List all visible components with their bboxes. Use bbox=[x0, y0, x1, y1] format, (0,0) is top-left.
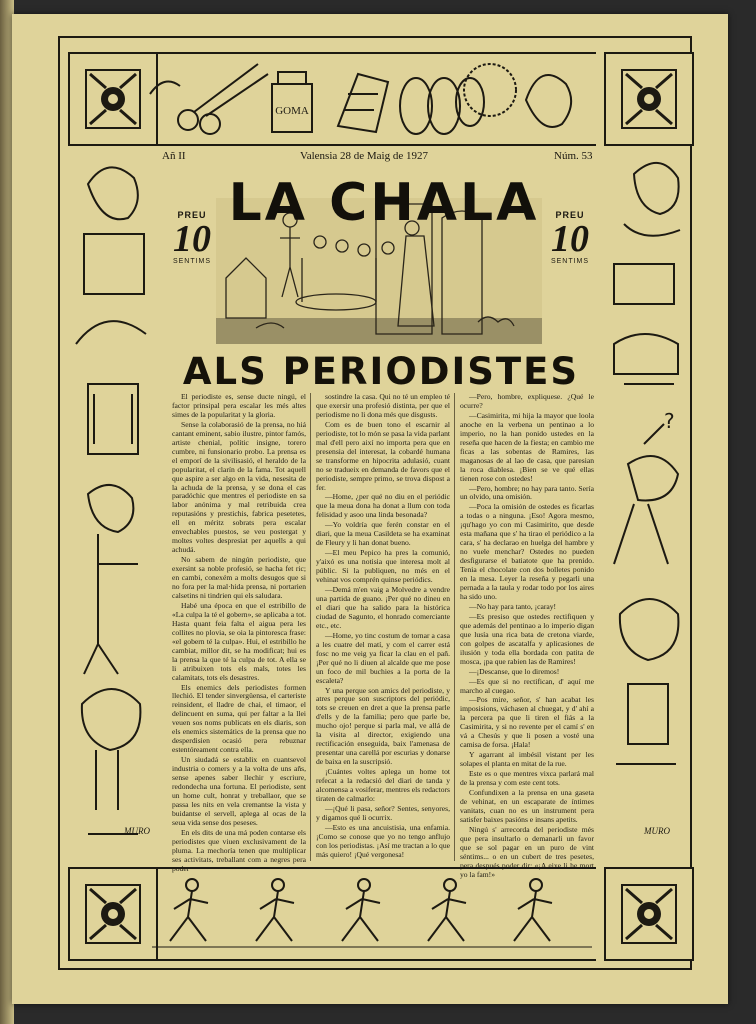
price-value: 10 bbox=[173, 218, 211, 260]
masthead-title-svg bbox=[224, 170, 544, 233]
corner-ornament-bottom-left bbox=[68, 867, 158, 961]
price-badge-left bbox=[166, 210, 218, 290]
top-illustration bbox=[148, 54, 596, 140]
price-label: PREU bbox=[555, 210, 585, 220]
paragraph: El periodiste es, sense ducte ningú, el factor prinsipal pera escalar les més altes simes de la popularitat y la gloria. bbox=[172, 392, 306, 419]
glue-jar-icon bbox=[272, 72, 312, 132]
flower-ornament-icon bbox=[82, 66, 144, 132]
issue-header bbox=[162, 150, 594, 168]
top-illustration-strip bbox=[148, 52, 596, 146]
corner-ornament-top-left bbox=[68, 52, 158, 146]
glue-jar-label: GOMA bbox=[275, 105, 309, 117]
paragraph: —Home, ¿per qué no diu en el periódic que la meua dona ha donat a llum con toda felisidad y asoo una linda besonada? bbox=[316, 492, 450, 520]
issue-number: Núm. 53 bbox=[554, 150, 593, 162]
paragraph: sostindre la casa. Qui no té un empleo té que exersir una profesió distinta, per que el periodisme no li dona més que disgusts. bbox=[316, 392, 450, 419]
price-label: PREU bbox=[177, 210, 207, 220]
stamp-circle-icon bbox=[464, 64, 516, 116]
scissors-icon bbox=[178, 110, 198, 130]
paragraph: Habé una época en que el estribillo de «La culpa la té el gobern», se aplicaba a tot. Hasta quant feia falta el aigua pera les collites no plovia, se oia la pintoresca frase: «el gobern té la culpa». Hui, el estribillo he cambiat, millor dit, se ha modificat; hui es la prensa la que té la culpa de tot. A ella se li atribuixen tots els mals, totes les calamitats, tots els desastres. bbox=[172, 600, 306, 682]
right-caricatures bbox=[604, 144, 690, 866]
issue-year: Añ II bbox=[162, 150, 186, 162]
artist-signature-left: MURO bbox=[124, 826, 150, 836]
corner-ornament-top-right bbox=[604, 52, 694, 146]
paragraph: —Es que si no rectifican, d' aquí me marcho al cuegao. bbox=[460, 676, 594, 695]
question-mark-icon: ? bbox=[664, 409, 675, 433]
paragraph: Sense la colaborasió de la prensa, no hiá cantant eminent, sabio ilustre, pintor famós, artiste chenial, polític insigne, torero cumbre, ni funsionario probo. La prensa es el emporí de la sivilisasió, el heraldo de la popularitat, el clarín de la fama. Tot aquell que aspire a ser algo en la vida, nesesita de la achuda de la prensa, y se dona el cas paradóchic que mentres el periodiste en sa labor anónima y mal retribuida crea reputasións y prestichis, fabrica pesetetes, ell en méritz sobrats pera escalar envechables puestos, se veu postergat y moltes voltes despresiat per aquells a qui achudá. bbox=[172, 419, 306, 555]
paragraph: Ningú s' arrecorda del periodiste més que pera insultarlo o demanarli un favor que se sol pagar en un puro de vint séntims... o en un cubert de tres pesetes, pera después poder dir: «¡A eixe li he mort yo la fam!» bbox=[460, 824, 594, 879]
paragraph: —¡Qué li pasa, señor? Sentes, senyores, y digamos qué li ocurrix. bbox=[316, 803, 450, 822]
caricature-face-icon bbox=[526, 75, 571, 127]
column-divider bbox=[310, 393, 311, 861]
paragraph: —¡Descanse, que lo diremos! bbox=[469, 666, 560, 676]
paragraph: —Esto es una ancuistisia, una enfamia. ¡Como se conose que yo no tengo anflujo con los periodistas. ¡Así me tractan a lo que más quiero! ¡Qué vergonesa! bbox=[316, 822, 450, 859]
paragraph: Confundixen a la prensa en una gaseta de vehinat, en un escaparate de íntimes vanitats, cuan no es un instrument pera satisfer baixes pasións e insans apetits. bbox=[460, 787, 594, 824]
paragraph: —Pos mire, señor, s' han acabat les imposisions, váchasen al chuegat, y d' ahí a la percera pa que li tiren el fiás a la Casimirita, y si no revente per el camí s' en vá a Chesús y que li posen a vosté una camisa de forsa. ¡Hala! bbox=[460, 695, 594, 750]
paragraph: En els dits de una má poden contarse els periodistes que viuen exclusivament de la pluma. La mechoría tenen que multiplicar ses activitats, treballant com a negres pera poder bbox=[172, 827, 306, 873]
paragraph: —Pero, hombre; no hay para tanto. Sería un olvido, una omisión. bbox=[460, 483, 594, 502]
column-divider bbox=[454, 393, 455, 861]
price-unit: SENTIMS bbox=[172, 258, 212, 265]
price-badge-right bbox=[544, 210, 596, 290]
running-figure-icon bbox=[428, 879, 466, 941]
flower-ornament-icon bbox=[82, 881, 144, 947]
article-column-2 bbox=[316, 393, 450, 863]
flower-ornament-icon bbox=[618, 881, 680, 947]
running-figure-icon bbox=[514, 879, 552, 941]
paragraph: Este es o que mentres vixca parlará mal de la prensa y com este cent tots. bbox=[460, 769, 594, 788]
paragraph: Un siudadá se establix en cuantsevol industria o comers y a la volta de uns añs, sense apenes saber llechir y escriure, redondecha una fortuna. El periodiste, sent un home cult, honrat y treballaor, que se passa les nits en vela cremantse la vista y buidantse el servell, aplega al ocas de la seua vida sense dos peseses. bbox=[172, 755, 306, 827]
paragraph: Y agarrant al imbésil vistant per les solapes el planta en mitat de la rue. bbox=[460, 750, 594, 769]
right-illustration-strip bbox=[604, 144, 690, 866]
price-unit: SENTIMS bbox=[550, 258, 590, 265]
running-figure-icon bbox=[256, 879, 294, 941]
paragraph: Y una perque son amics del periodiste, y atres perque son suscriptors del periódic, tots se creuen en dret a que la prensa parle d'ells y de la familia; pero que parle be, mucho ojo! perque si parla mal, ve allá de la visita al director, exigiendo una rectificación enseguida, baix l'amenasa de presentar una carellá por escurias y donarse de baixa en la suscripsió. bbox=[316, 685, 450, 767]
paragraph: —El meu Pepico ha pres la comunió, y'aixó es una notisia que interesa molt al públic. Si la publiquen, no més en el vehinat vos comprén quinse periódics. bbox=[316, 548, 450, 585]
artist-signature-right: MURO bbox=[644, 826, 670, 836]
paragraph: Els enemics dels periodistes formen llechió. El tender sinvergüensa, el carteriste reinsident, el lladre de chai, el timaor, el delincuent en suma, qui per faltar a la llei veuen sos noms publicats en els diaris, son els enemics sistemátics de la prensa que no desperdisien ocasió pera rebuznar estentóreament contra ella. bbox=[172, 682, 306, 755]
masthead bbox=[224, 170, 544, 233]
issue-dateline: Valensia 28 de Maig de 1927 bbox=[300, 150, 428, 162]
paragraph: ¡Cuántes voltes aplega un home tot refecat a la redacsió del diari de tanda y alcomensa a vosiferar, mentres els redactors tiraten de calmarlo: bbox=[316, 767, 450, 803]
running-figure-icon bbox=[170, 879, 208, 941]
paragraph: —Es presiso que ostedes rectifiquen y que además del pentinao a lo imperio digan que lusía una rica bata de cretona viarde, con golpes de ascatalfa y aplicasiones de ilusión y toda ella bordada con patita de mosca, ¡pa que rabien las de Ramires! bbox=[460, 611, 594, 666]
flower-ornament-icon bbox=[618, 66, 680, 132]
left-caricatures bbox=[68, 144, 154, 866]
paragraph: Com es de buen tono el escarnir al periodiste, tot lo món se pasa la vida parlant mal d'ell pero així no importa pera que en presensia del interesat, la cobardé humana se transforme en hipocrita adulasió, cuant no se tradueix en demanda de favors que el periodiste, sempre primo, se trova dispost a fer. bbox=[316, 419, 450, 492]
paragraph: —Home, yo tinc costum de tornar a casa a les cuatre del matí, y com el carrer está fosc no me veig ya ficar la clau en el pañ. ¡Per qué no li diuen al alcalde que me pose un foco de mil buchies a la porta de la escaleta? bbox=[316, 630, 450, 685]
paragraph: —Demá m'en vaig a Molvedre a vendre una partida de guano. ¡Per qué no dineu en el diari que ha salido para la histórica ciudad de Sagunto, el honrado comerciante etc., etc. bbox=[316, 585, 450, 630]
paragraph: —Casimirita, mi hija la mayor que loola anoche en la verbena un pentinao a lo imperio, no la han ponido ustedes en la reseña que hacen de la fiesta; en cambio me ficas a las sobentas de Ramires, las maganosas de al lao de casa, que paresian la roca diablesa. ¡Bien se ve qué ellas tienen rose con ostedes! bbox=[460, 410, 594, 483]
bottom-illustration-strip bbox=[148, 867, 596, 961]
corner-ornament-bottom-right bbox=[604, 867, 694, 961]
paragraph: —Pero, hombre, expliquese. ¿Qué le ocurre? bbox=[460, 392, 594, 410]
price-value: 10 bbox=[551, 218, 589, 260]
running-figure-icon bbox=[342, 879, 380, 941]
article-column-1 bbox=[172, 392, 306, 873]
article-column-3 bbox=[460, 392, 594, 879]
running-figures-illustration bbox=[148, 869, 596, 955]
paragraph: No sabem de ningún periodiste, que exersint sa noble profesió, se hacha fet ric; en cambi, conexém a molts desugos que si no fora per la mal·hida prensa, ni portarien calsetins ni tindrien qui els saludara. bbox=[172, 555, 306, 600]
article-headline: ALS PERIODISTES bbox=[182, 350, 580, 393]
paragraph: —No hay para tanto, ¡caray! bbox=[469, 601, 557, 611]
paragraph: —Poca la omisión de ostedes es ficarlas a todas o a ninguna. ¡Eso! Agora mesmo, ¡qu'hago yo con mi Casimirito, que desde esta mañana que s' ha tirao el periódico a la cara, s' ha declarao en huelga del hambre y no vuele menchar? Ostedes no pueden desfigurarse el batiatote que ha prenido. Tenia el chocolate con dos bolletes ponido en la mesa. Leyer la reseña y pegarli una pernada a la taula y rodar todo por los aires ha sido uno. bbox=[460, 502, 594, 601]
left-illustration-strip bbox=[68, 144, 154, 866]
masthead-title: LA CHALA bbox=[228, 173, 540, 233]
paragraph: —Yo voldría que ferén constar en el diari, que la meua Casildeta se ha examinat de Fleury y li han donat bueno. bbox=[316, 520, 450, 548]
